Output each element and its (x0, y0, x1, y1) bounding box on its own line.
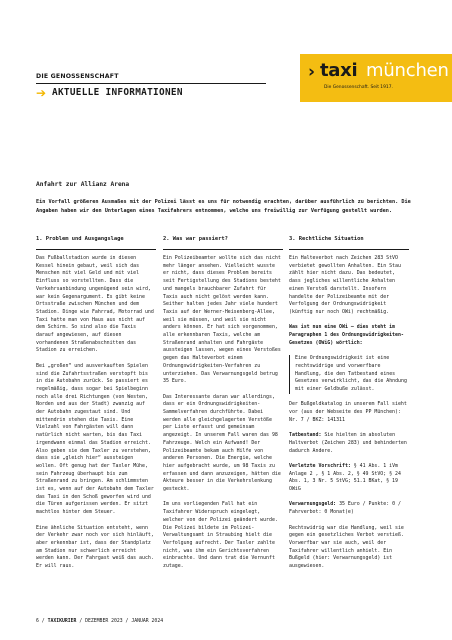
column-heading: 2. Was war passiert? (163, 235, 283, 250)
brand-name-taxi: taxi (320, 60, 358, 81)
page-footer (36, 619, 163, 624)
page-number: 6 (36, 619, 39, 624)
paragraph: Eine ähnliche Situation entsteht, wenn der Verkehr zwar noch vor sich hinläuft, aber erkennbar ist, dass der Standplatz am Stadion nur schwerlich erreicht werden kann. Der Fahrgast weiß das auch. Er will raus. (36, 524, 154, 570)
column-incident (163, 235, 283, 578)
label: Verletzte Vorschrift: (289, 462, 351, 469)
paragraph-vorschrift (289, 463, 409, 494)
paragraph: Rechtswidrig war die Handlung, weil sie gegen ein gesetzliches Verbot verstieß. Vorwerfbar war sie auch, weil der Taxifahrer willentlich anhielt. Ein Bußgeld (hier: Verwarnungsgeld) ist ausgewiesen. (289, 524, 404, 570)
label: Verwarnungsgeld: (289, 501, 337, 508)
paragraph: Der Bußgeldkatalog in unserem Fall sieht vor (aus der Webseite des PP München): Nr. 7 / BKZ: 141311 (289, 401, 407, 423)
kicker-divider (36, 83, 266, 84)
page-title: AKTUELLE INFORMATIONEN (52, 87, 183, 98)
page-header (0, 0, 452, 106)
column-body (36, 250, 156, 571)
issue-date: / DEZEMBER 2023 / JANUAR 2024 (79, 619, 164, 624)
arrow-right-icon: ➔ (36, 86, 47, 100)
paragraph: Das Interessante daran war allerdings, dass er ein Ordnungswidrigkeiten-Sammelverfahren durchführte. Dabei werden alle gleichgelagerten Verstöße per Liste erfasst und gemeinsam angezeigt. In unserem Fall waren das 98 Fahrzeuge. Welch ein Aufwand! Der Polizeibeamte bekam auch Hilfe von anderen Personen. Die Energie, welche hier aufgebracht wurde, um 98 Taxis zu erfassen und dann anzuzeigen, hätten die Akteure besser in die Verkehrslenkung gesteckt. (163, 393, 281, 493)
column-body (163, 250, 283, 571)
paragraph: Bei „großen“ und ausverkauften Spielen sind die Zufahrtsstraßen verstopft bis in die Autobahn zurück. So passiert es regelmäßig, dass sogar bei Spielbeginn noch alle drei Richtungen (von Westen, Norden und aus der Stadt) zwanzig auf der Autobahn zugestaut sind. Und mittendrin stehen die Taxis. Eine Vielzahl von Fahrgästen will dann natürlich nicht warten, bis das Taxi irgendwann einmal das Stadion erreicht. Also geben sie dem Taxler zu verstehen, dass sie „gleich hier“ aussteigen wollen. Oft genug hat der Taxler Mühe, sein Fahrzeug überhaupt bis zum Straßenrand zu bringen. Am schlimmsten ist es, wenn auf der Autobahn dem Taxler das Taxi in den Schoß geworfen wird und die Türen aufgerissen werden. Er sitzt machtlos hinter dem Steuer. (36, 362, 154, 516)
column-problem (36, 235, 156, 578)
paragraph: Ein Halteverbot nach Zeichen 283 StVO verbietet gewollten Anhalten. Ein Stau zählt hier nicht dazu. Das bedeutet, dass jegliches willentliche Anhalten einen Verstoß darstellt. Insofern handelte der Polizeibeamte mit der Verfolgung der Ordnungswidrigkeit (künftig nur noch OWi) rechtmäßig. (289, 255, 401, 315)
article-kicker: Anfahrt zur Allianz Arena (36, 181, 130, 188)
paragraph: Das Fußballstadion wurde in diesen Kessel hinein gebaut, weil sich das Menschen mit viel Geld und mit viel Einfluss so vorstellten. Dass die Verkehrsanbindung ungenügend sein wird, war kein Gegenargument. Es gibt keine Ortsstraße zwischen München und dem Stadion. Dinge wie Fahrrad, Motorrad und Taxi hatte man von Haus aus nicht auf dem Schirm. So sind also die Taxis darauf angewiesen, auf diesen vorhandenen Straßenabschnitten das Stadion zu erreichen. (36, 255, 154, 354)
value: Sie hielten im absoluten Haltverbot (Zeichen 283) und behinderten dadurch Andere. (289, 432, 407, 454)
paragraph: Im uns vorliegenden Fall hat ein Taxifahrer Widerspruch eingelegt, welcher von der Polizei geändert wurde. Die Polizei bildete im Polizei-Verwaltungsamt in Straubing hielt die Verfolgung aufrecht. Der Taxler zahlte nicht, was ihm ein Gerichtsverfahren einbrachte. Und dann trat die Vernunft zutage. (163, 501, 278, 570)
column-heading: 3. Rechtliche Situation (289, 235, 409, 250)
subheading: Was ist nun eine OWi – dies steht im Paragraphen 1 des Ordnungswidrigkeiten-Gesetzes (OWiG) wörtlich: (289, 324, 404, 346)
paragraph-verwarnungsgeld (289, 501, 409, 516)
article-lead: Ein Vorfall größeren Ausmaßes mit der Polizei lässt es uns für notwendig erachten, darüber ausführlich zu berichten. Die Angaben haben wir den Unterlagen eines Taxifahrers entnommen, welche uns freiwillig zur Verfügung gestellt wurden. (36, 199, 411, 214)
footer-separator: / (41, 619, 45, 624)
value: 35 Euro / Punkte: 0 / Fahrverbot: 0 Monat(e) (289, 501, 401, 516)
section-kicker: DIE GENOSSENSCHAFT (36, 73, 119, 80)
magazine-name: TAXIKURIER (47, 619, 77, 624)
paragraph: Ein Polizeibeamter wollte sich das nicht mehr länger ansehen. Vielleicht wusste er nicht, dass dieses Problem bereits seit Fertigstellung des Stadions besteht und mangels brauchbarer Zufahrt für Taxis auch nicht gelöst werden kann. Seither halten jedes Jahr viele hundert Taxis auf der Werner-Heisenberg-Allee, weil sie müssen, und weil sie nicht anders können. Er hat sich vorgenommen, alle erkennbaren Taxis, welche am Straßenrand anhalten und Fahrgäste aussteigen lassen, wegen eines Verstoßes gegen das Halteverbot einem Ordnungswidrigkeiten-Verfahren zu unterziehen. Das Verwarnungsgeld betrug 35 Euro. (163, 255, 281, 385)
column-heading: 1. Problem und Ausgangslage (36, 235, 156, 250)
value: § 41 Abs. 1 iVm Anlage 2 , § 1 Abs. 2, § 49 StVO; § 24 Abs. 1, 3 Nr. 5 StVG; 51.1 BKat, § 19 OWiG (289, 462, 401, 493)
brand-name-city: münchen (366, 60, 449, 81)
label: Tatbestand: (289, 432, 322, 439)
column-body (289, 250, 409, 571)
brand-chevron-icon: › (308, 62, 316, 82)
paragraph-tatbestand (289, 432, 409, 455)
brand-tagline: Die Genossenschaft. Seit 1917. (324, 85, 393, 90)
column-legal (289, 235, 409, 578)
brand-logo (300, 54, 452, 102)
legal-quote: Eine Ordnungswidrigkeit ist eine rechtswidrige und vorwerfbare Handlung, die den Tatbestand eines Gesetzes verwirklicht, das die Ahndung mit einer Geldbuße zulässt. (289, 355, 409, 394)
